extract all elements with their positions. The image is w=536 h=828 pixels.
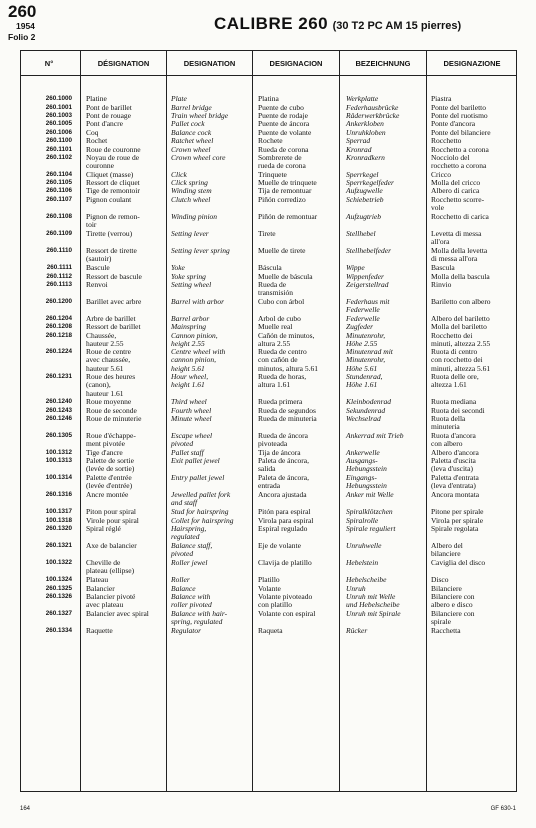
designation-fr: Coq: [86, 128, 99, 137]
designation-es: Tija de remontuar: [258, 186, 312, 195]
designation-it: Nocciolo del rocchetto a corona: [431, 153, 487, 171]
title-sub: (30 T2 PC AM 15 pierres): [332, 20, 462, 32]
designation-en: Hairspring, regulated: [171, 524, 207, 542]
designation-de: Anker mit Welle: [346, 490, 394, 499]
designation-fr: Balancier avec spiral: [86, 609, 149, 618]
designation-de: Kleinbodenrad: [346, 397, 391, 406]
part-number: 260.1208: [45, 323, 72, 330]
designation-de: Ausgangs- Hebungsstein: [346, 456, 387, 474]
designation-en: Clutch wheel: [171, 195, 211, 204]
part-number: 260.1321: [45, 542, 72, 549]
part-number: 260.1305: [45, 432, 72, 439]
designation-de: Spirale reguliert: [346, 524, 396, 533]
part-number: 260.1108: [46, 213, 72, 220]
designation-it: Ancora montata: [431, 490, 480, 499]
designation-de: Unruh mit Spirale: [346, 609, 401, 618]
designation-es: Muelle real: [258, 322, 293, 331]
designation-it: Piastra: [431, 94, 452, 103]
part-number: 260.1240: [45, 398, 72, 405]
designation-de: Sperrkegel: [346, 170, 379, 179]
designation-it: Ruota di centro con rocchetto dei minuti, altezza 5.61: [431, 347, 491, 373]
designation-es: Tija de áncora: [258, 448, 301, 457]
designation-en: Third wheel: [171, 397, 207, 406]
designation-en: Stud for hairspring: [171, 507, 229, 516]
designation-es: Sombrerete de rueda de corona: [258, 153, 306, 171]
designation-fr: Balancier: [86, 584, 115, 593]
designation-en: Pallet cock: [171, 119, 205, 128]
designation-de: Rücker: [346, 626, 368, 635]
designation-es: Rueda de áncora pivoteada: [258, 431, 308, 449]
designation-en: Mainspring: [171, 322, 207, 331]
designation-fr: Ressort de bascule: [86, 272, 142, 281]
part-number: 260.1224: [45, 348, 72, 355]
part-number: 100.1318: [45, 517, 72, 524]
designation-es: Rueda de corona: [258, 145, 309, 154]
designation-es: Rueda de transmisión: [258, 280, 293, 298]
designation-fr: Barillet avec arbre: [86, 297, 142, 306]
designation-en: Roller jewel: [171, 558, 208, 567]
year: 1954: [16, 21, 35, 31]
designation-es: Cañón de minutos, altura 2.55: [258, 331, 315, 349]
title-main: CALIBRE 260: [214, 14, 329, 33]
designation-en: Yoke: [171, 263, 185, 272]
designation-es: Rueda de segundos: [258, 406, 316, 415]
designation-de: Wechselrad: [346, 414, 381, 423]
part-number: 260.1112: [46, 273, 72, 280]
part-number: 260.1001: [45, 104, 72, 111]
part-number: 100.1322: [45, 559, 72, 566]
part-number: 260.1003: [45, 112, 72, 119]
designation-it: Ruota delle ore, altezza 1.61: [431, 372, 479, 390]
designation-it: Ruota d'ancora con albero: [431, 431, 476, 449]
designation-es: Trinquete: [258, 170, 287, 179]
part-number: 100.1313: [45, 457, 72, 464]
designation-fr: Roue de centre avec chaussée, hauteur 5.61: [86, 347, 131, 373]
column-header-fr: DÉSIGNATION: [97, 59, 150, 68]
column-header-de: BEZEICHNUNG: [355, 59, 411, 68]
designation-en: Exit pallet jewel: [171, 456, 220, 465]
part-number: 260.1100: [46, 137, 72, 144]
designation-de: Sperrad: [346, 136, 371, 145]
designation-de: Federhausbrücke: [346, 103, 399, 112]
designation-en: Crown wheel core: [171, 153, 226, 162]
part-number: 260.1005: [45, 120, 72, 127]
part-number: 260.1200: [45, 298, 72, 305]
designation-es: Arbol de cubo: [258, 314, 301, 323]
designation-de: Stellhebel: [346, 229, 376, 238]
designation-fr: Arbre de barillet: [86, 314, 136, 323]
part-number: 260.1109: [46, 230, 72, 237]
designation-es: Rochete: [258, 136, 283, 145]
designation-it: Molla del bariletto: [431, 322, 487, 331]
designation-it: Levetta di messa all'ora: [431, 229, 482, 247]
designation-it: Rinvio: [431, 280, 452, 289]
designation-it: Paletta d'uscita (leva d'uscita): [431, 456, 476, 474]
column-divider: [426, 51, 427, 791]
designation-it: Ruota dei secondi: [431, 406, 485, 415]
designation-fr: Cliquet (masse): [86, 170, 134, 179]
designation-es: Cubo con árbol: [258, 297, 305, 306]
part-number: 260.1113: [46, 281, 72, 288]
designation-it: Bascula: [431, 263, 455, 272]
designation-it: Molla del cricco: [431, 178, 481, 187]
designation-es: Piñón corredizo: [258, 195, 306, 204]
designation-es: Paleta de áncora, salida: [258, 456, 310, 474]
designation-es: Ancora ajustada: [258, 490, 307, 499]
designation-de: Schiebetrieb: [346, 195, 384, 204]
designation-en: Setting lever spring: [171, 246, 230, 255]
designation-fr: Platine: [86, 94, 107, 103]
designation-en: Plate: [171, 94, 187, 103]
designation-es: Puente de volante: [258, 128, 312, 137]
designation-es: Rueda de minuteria: [258, 414, 317, 423]
part-number: 260.1231: [45, 373, 72, 380]
part-number: 100.1317: [45, 508, 72, 515]
designation-de: Zugfeder: [346, 322, 374, 331]
designation-es: Muelle de tirete: [258, 246, 306, 255]
designation-de: Hebelscheibe: [346, 575, 387, 584]
designation-es: Báscula: [258, 263, 282, 272]
designation-es: Virola para espiral: [258, 516, 314, 525]
designation-fr: Cheville de plateau (ellipse): [86, 558, 135, 576]
designation-es: Espiral regulado: [258, 524, 308, 533]
designation-de: Kronrad: [346, 145, 372, 154]
designation-it: Rocchetto di carica: [431, 212, 489, 221]
designation-fr: Chaussée, hauteur 2.55: [86, 331, 124, 349]
designation-fr: Piton pour spiral: [86, 507, 136, 516]
designation-fr: Palette de sortie (levée de sortie): [86, 456, 135, 474]
designation-de: Zeigerstellrad: [346, 280, 389, 289]
designation-es: Rueda primera: [258, 397, 303, 406]
designation-en: Click spring: [171, 178, 208, 187]
designation-en: Ratchet wheel: [171, 136, 214, 145]
designation-it: Albero d'ancora: [431, 448, 479, 457]
designation-es: Rueda de centro con cañón de minutos, altura 5.61: [258, 347, 318, 373]
part-number: 260.1243: [45, 407, 72, 414]
designation-fr: Roue moyenne: [86, 397, 132, 406]
designation-it: Ponte del ruotismo: [431, 111, 488, 120]
designation-de: Werkplatte: [346, 94, 379, 103]
designation-de: Unruhwelle: [346, 541, 382, 550]
designation-es: Raqueta: [258, 626, 283, 635]
designation-de: Wippe: [346, 263, 365, 272]
part-number: 100.1314: [45, 474, 72, 481]
designation-en: Train wheel bridge: [171, 111, 229, 120]
designation-it: Molla della bascula: [431, 272, 490, 281]
designation-de: Spiralrolle: [346, 516, 379, 525]
part-number: 260.1111: [46, 264, 72, 271]
designation-fr: Noyau de roue de couronne: [86, 153, 140, 171]
designation-fr: Roue de minuterie: [86, 414, 142, 423]
designation-it: Rocchetto a corona: [431, 145, 489, 154]
designation-es: Pitón para espiral: [258, 507, 311, 516]
designation-fr: Pignon de remon- toir: [86, 212, 140, 230]
designation-de: Ankerkloben: [346, 119, 384, 128]
designation-es: Muelle de trinquete: [258, 178, 317, 187]
designation-es: Puente de rodaje: [258, 111, 308, 120]
designation-fr: Pont d'ancre: [86, 119, 123, 128]
designation-it: Caviglia del disco: [431, 558, 486, 567]
designation-fr: Roue d'échappe- ment pivotée: [86, 431, 136, 449]
designation-de: Aufzugwelle: [346, 186, 383, 195]
designation-it: Rocchetto dei minuti, altezza 2.55: [431, 331, 491, 349]
designation-es: Puente de cubo: [258, 103, 304, 112]
designation-es: Piñón de remontuar: [258, 212, 318, 221]
designation-fr: Pignon coulant: [86, 195, 132, 204]
designation-en: Jewelled pallet fork and staff: [171, 490, 231, 508]
designation-fr: Tige de remontoir: [86, 186, 140, 195]
designation-de: Hebelstein: [346, 558, 379, 567]
designation-it: Ponte del bariletto: [431, 103, 486, 112]
designation-en: Balance cock: [171, 128, 212, 137]
part-number: 260.1105: [46, 179, 72, 186]
designation-de: Aufzugtrieb: [346, 212, 381, 221]
part-number: 100.1312: [45, 449, 72, 456]
designation-en: Setting wheel: [171, 280, 212, 289]
designation-it: Ruota mediana: [431, 397, 477, 406]
designation-it: Albero del bilanciere: [431, 541, 463, 559]
part-number: 260.1110: [46, 247, 72, 254]
designation-es: Muelle de báscula: [258, 272, 313, 281]
page-header-left: [8, 3, 36, 41]
designation-fr: Roue de couronne: [86, 145, 141, 154]
designation-it: Pitone per spirale: [431, 507, 484, 516]
part-number: 260.1107: [46, 196, 72, 203]
designation-es: Platina: [258, 94, 279, 103]
part-number: 260.1327: [45, 610, 72, 617]
designation-en: Minute wheel: [171, 414, 212, 423]
designation-de: Minutenrad mit Minutenrohr, Höhe 5.61: [346, 347, 393, 373]
designation-it: Spirale regolata: [431, 524, 479, 533]
designation-fr: Bascule: [86, 263, 110, 272]
designation-de: Sekundenrad: [346, 406, 386, 415]
designation-it: Racchetta: [431, 626, 461, 635]
designation-it: Cricco: [431, 170, 451, 179]
designation-en: Crown wheel: [171, 145, 211, 154]
designation-en: Setting lever: [171, 229, 209, 238]
column-header-en: DESIGNATION: [183, 59, 236, 68]
page-number: 164: [20, 806, 31, 812]
designation-es: Eje de volante: [258, 541, 301, 550]
folio: Folio 2: [8, 31, 36, 42]
designation-fr: Plateau: [86, 575, 109, 584]
designation-en: Winding stem: [171, 186, 212, 195]
designation-fr: Renvoi: [86, 280, 108, 289]
designation-it: Bilanciere con albero e disco: [431, 592, 475, 610]
designation-es: Platillo: [258, 575, 280, 584]
designation-es: Rueda de horas, altura 1.61: [258, 372, 307, 390]
designation-en: Fourth wheel: [171, 406, 212, 415]
designation-es: Volante: [258, 584, 281, 593]
designation-de: Unruhkloben: [346, 128, 386, 137]
designation-en: Collet for hairspring: [171, 516, 234, 525]
designation-en: Pallet staff: [171, 448, 204, 457]
part-number: 260.1000: [45, 95, 72, 102]
designation-en: Balance with roller pivoted: [171, 592, 212, 610]
designation-it: Disco: [431, 575, 449, 584]
designation-es: Volante con espiral: [258, 609, 316, 618]
document-code: GF 630-1: [490, 806, 516, 812]
designation-it: Rocchetto scorre- vole: [431, 195, 485, 213]
designation-de: Stellhebelfeder: [346, 246, 391, 255]
column-header-number: N°: [44, 59, 54, 68]
designation-fr: Virole pour spiral: [86, 516, 139, 525]
designation-de: Spiralklötzchen: [346, 507, 393, 516]
table-header: [21, 51, 516, 76]
designation-en: Balance staff, pivoted: [171, 541, 213, 559]
designation-es: Paleta de áncora, entrada: [258, 473, 310, 491]
designation-de: Wippenfeder: [346, 272, 384, 281]
designation-fr: Tirette (verrou): [86, 229, 133, 238]
designation-fr: Ancre montée: [86, 490, 129, 499]
designation-fr: Pont de barillet: [86, 103, 132, 112]
designation-en: Click: [171, 170, 187, 179]
designation-en: Entry pallet jewel: [171, 473, 225, 482]
designation-fr: Raquette: [86, 626, 113, 635]
designation-fr: Palette d'entrée (levée d'entrée): [86, 473, 133, 491]
column-header-it: DESIGNAZIONE: [443, 59, 501, 68]
designation-en: Balance with hair- spring, regulated: [171, 609, 228, 627]
calibre-number: 260: [8, 2, 37, 21]
part-number: 100.1324: [45, 576, 72, 583]
designation-de: Ankerrad mit Trieb: [346, 431, 404, 440]
designation-de: Federwelle: [346, 314, 380, 323]
designation-en: Regulator: [171, 626, 201, 635]
designation-fr: Spiral réglé: [86, 524, 121, 533]
part-number: 260.1218: [45, 332, 72, 339]
designation-fr: Roue des heures (canon), hauteur 1.61: [86, 372, 136, 398]
column-divider: [80, 51, 81, 791]
column-header-es: DESIGNACION: [269, 59, 323, 68]
part-number: 260.1316: [45, 491, 72, 498]
designation-de: Eingangs- Hebungsstein: [346, 473, 387, 491]
designation-fr: Pont de rouage: [86, 111, 131, 120]
part-number: 260.1320: [45, 525, 72, 532]
part-number: 260.1101: [46, 146, 72, 153]
column-divider: [166, 51, 167, 791]
designation-fr: Rochet: [86, 136, 108, 145]
designation-it: Bilanciere con spirale: [431, 609, 475, 627]
designation-fr: Axe de balancier: [86, 541, 137, 550]
page-title: [214, 14, 461, 34]
designation-it: Ponte d'ancora: [431, 119, 476, 128]
designation-it: Ponte del bilanciere: [431, 128, 491, 137]
designation-de: Stundenrad, Höhe 1.61: [346, 372, 383, 390]
designation-it: Rocchetto: [431, 136, 462, 145]
designation-it: Albero di carica: [431, 186, 480, 195]
designation-de: Sperrkegelfeder: [346, 178, 394, 187]
parts-table: [20, 50, 517, 792]
designation-en: Hour wheel, height 1.61: [171, 372, 209, 390]
part-number: 260.1204: [45, 315, 72, 322]
designation-es: Clavija de platillo: [258, 558, 312, 567]
part-number: 260.1104: [46, 171, 72, 178]
designation-it: Ruota della minuteria: [431, 414, 466, 432]
designation-en: Barrel bridge: [171, 103, 212, 112]
designation-en: Barrel with arbor: [171, 297, 225, 306]
designation-it: Bariletto con albero: [431, 297, 491, 306]
designation-de: Unruh: [346, 584, 366, 593]
part-number: 260.1334: [45, 627, 72, 634]
designation-de: Federhaus mit Federwelle: [346, 297, 390, 315]
part-number: 260.1246: [45, 415, 72, 422]
designation-de: Kronradkern: [346, 153, 385, 162]
designation-fr: Ressort de tirette (sautoir): [86, 246, 137, 264]
designation-en: Roller: [171, 575, 190, 584]
designation-it: Bilanciere: [431, 584, 462, 593]
designation-de: Ankerwelle: [346, 448, 380, 457]
designation-es: Puente de áncora: [258, 119, 310, 128]
designation-en: Balance: [171, 584, 196, 593]
designation-es: Tirete: [258, 229, 276, 238]
designation-en: Cannon pinion, height 2.55: [171, 331, 218, 349]
designation-de: Minutenrohr, Höhe 2.55: [346, 331, 386, 349]
designation-fr: Tige d'ancre: [86, 448, 123, 457]
designation-it: Molla della levetta di messa all'ora: [431, 246, 488, 264]
part-number: 260.1006: [45, 129, 72, 136]
designation-es: Volante pivoteado con platillo: [258, 592, 313, 610]
part-number: 260.1106: [46, 187, 72, 194]
designation-fr: Ressort de cliquet: [86, 178, 140, 187]
designation-en: Winding pinion: [171, 212, 218, 221]
designation-fr: Ressort de barillet: [86, 322, 141, 331]
designation-en: Barrel arbor: [171, 314, 210, 323]
designation-de: Unruh mit Welle und Hebelscheibe: [346, 592, 400, 610]
part-number: 260.1102: [46, 154, 72, 161]
designation-it: Paletta d'entrata (leva d'entrata): [431, 473, 479, 491]
designation-it: Albero del bariletto: [431, 314, 490, 323]
designation-en: Escape wheel pivoted: [171, 431, 213, 449]
part-number: 260.1326: [45, 593, 72, 600]
designation-fr: Balancier pivoté avec plateau: [86, 592, 136, 610]
part-number: 260.1325: [45, 585, 72, 592]
designation-de: Räderwerkbrücke: [346, 111, 400, 120]
designation-en: Centre wheel with cannon pinion, height 5.61: [171, 347, 226, 373]
designation-it: Virola per spirale: [431, 516, 484, 525]
column-divider: [339, 51, 340, 791]
designation-fr: Roue de seconde: [86, 406, 137, 415]
designation-en: Yoke spring: [171, 272, 206, 281]
